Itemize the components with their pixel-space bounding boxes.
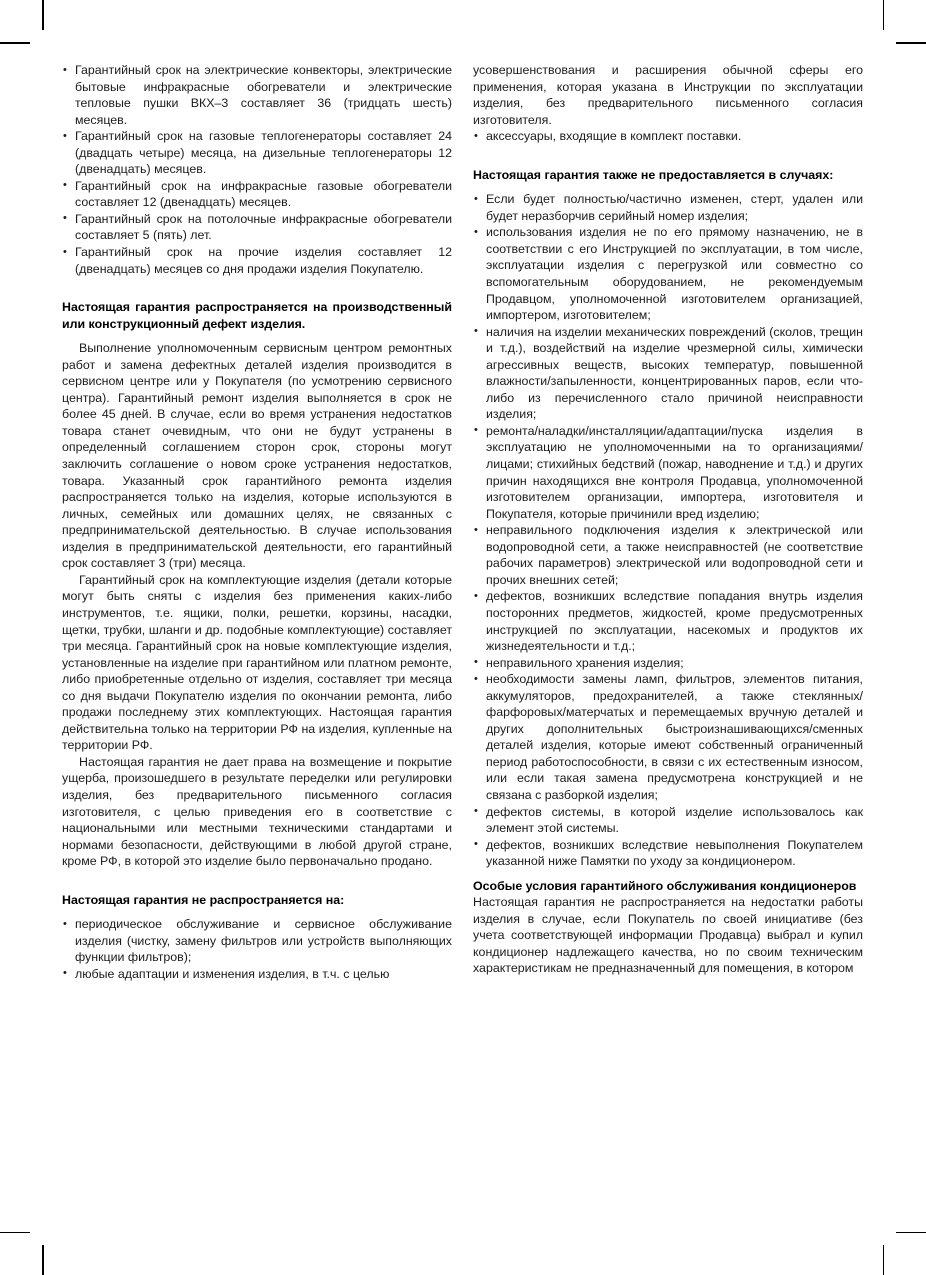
heading-exclusions: Настоящая гарантия не распространяется на: [62,892,345,907]
not-provided-list [473,191,863,869]
list-item: • Если будет полностью/частично изменен, стерт, удален или будет неразборчив серийный номер изделия; [473,191,863,224]
spacer [473,145,863,167]
crop-mark-top-right-vertical [883,0,885,30]
heading-coverage: Настоящая гарантия распространяется на производственный или конструкционный дефект изделия. [62,300,452,331]
accessories-list [473,128,863,145]
spacer [62,332,452,340]
crop-mark-bottom-right-horizontal [896,1232,926,1234]
paragraph-exclusions-continued: усовершенствования и расширения обычной сферы его применения, которая указана в Инструкции по эксплуатации изделия, без предварительного письменного согласия изготовителя. [473,63,863,127]
paragraph-damages-terms: Настоящая гарантия не дает права на возмещение и покрытие ущерба, произошедшего в результате переделки или регулировки изделия, без предварительного письменного согласия изготовителя, с целью приведения его в соответствие с национальными или местными техническими стандартами и нормами безопасности, действующими в любой другой стране, кроме РФ, в которой это изделие было первоначально продано. [62,754,452,869]
heading-special-conditions: Особые условия гарантийного обслуживания кондиционеров [473,878,857,893]
spacer [62,870,452,892]
list-item: • наличия на изделии механических повреждений (сколов, трещин и т.д.), воздействий на изделие чрезмерной силы, химически агрессивных веществ, высоких температур, повышенной влажности/запыленности, концентрированных паров, если что-либо из перечисленного стало причиной неисправности изделия; [473,324,863,423]
right-column [473,62,863,1222]
two-column-body [62,62,864,1222]
list-item: • необходимости замены ламп, фильтров, элементов питания, аккумуляторов, предохранителей, а также стеклянных/фарфоровых/матерчатых и перемещаемых вручную деталей и других дополнительных быстроизнашивающихся/сменных деталей изделия, которые имеют собственный ограниченный период работоспособности, в связи с их естественным износом, или если такая замена предусмотрена конструкцией и не связана с разборкой изделия; [473,671,863,803]
list-item: • периодическое обслуживание и сервисное обслуживание изделия (чистку, замену фильтров или устройств выполняющих функции фильтров); [62,916,452,966]
list-item: • дефектов, возникших вследствие попадания внутрь изделия посторонних предметов, жидкостей, кроме предусмотренных инструкцией по эксплуатации, насекомых и продуктов их жизнедеятельности и т.д.; [473,588,863,654]
spacer [473,183,863,191]
crop-mark-top-right-horizontal [896,42,926,44]
spacer [62,277,452,299]
paragraph-special-conditions: Настоящая гарантия не распространяется на недостатки работы изделия в случае, если Покупатель по своей инициативе (без учета соответствующей информации Продавца) выбрал и купил кондиционер надлежащего качества, но по своим техническим характеристикам не предназначенный для помещения, в котором [473,895,863,976]
list-item: • Гарантийный срок на инфракрасные газовые обогреватели составляет 12 (двенадцать) месяцев. [62,178,452,211]
list-item: • Гарантийный срок на электрические конвекторы, электрические бытовые инфракрасные обогреватели и электрические тепловые пушки ВКХ–3 составляет 36 (тридцать шесть) месяцев. [62,62,452,128]
list-item: • дефектов, возникших вследствие невыполнения Покупателем указанной ниже Памятки по уходу за кондиционером. [473,837,863,870]
list-item: • аксессуары, входящие в комплект поставки. [473,128,863,145]
spacer [473,870,863,878]
list-item: • ремонта/наладки/инсталляции/адаптации/пуска изделия в эксплуатацию не уполномоченными на то организациями/лицами; стихийных бедствий (пожар, наводнение и т.д.) и других причин находящихся вне контроля Продавца, уполномоченной изготовителем организации, импортера, изготовителя и Покупателя, которые причинили вред изделию; [473,423,863,522]
list-item: • использования изделия не по его прямому назначению, не в соответствии с его Инструкцией по эксплуатации, в том числе, эксплуатации изделия с перегрузкой или совместно со вспомогательным оборудованием, не рекомендуемым Продавцом, уполномоченной изготовителем организацией, импортером, изготовителем; [473,224,863,323]
crop-mark-bottom-right-vertical [883,1245,885,1275]
list-item: • Гарантийный срок на потолочные инфракрасные обогреватели составляет 5 (пять) лет. [62,211,452,244]
warranty-periods-list [62,62,452,277]
crop-mark-top-left-horizontal [0,42,30,44]
list-item: • Гарантийный срок на прочие изделия составляет 12 (двенадцать) месяцев со дня продажи изделия Покупателю. [62,244,452,277]
heading-not-provided: Настоящая гарантия также не предоставляется в случаях: [473,167,834,182]
paragraph-components-terms: Гарантийный срок на комплектующие изделия (детали которые могут быть сняты с изделия без применения каких-либо инструментов, т.е. ящики, полки, решетки, корзины, насадки, щетки, трубки, шланги и др. подобные комплектующие) составляет три месяца. Гарантийный срок на новые комплектующие изделия, установленные на изделие при гарантийном или платном ремонте, либо приобретенные отдельно от изделия, составляет три месяца со дня выдачи Покупателю изделия по окончании ремонта, либо продажи последнему этих комплектующих. Настоящая гарантия действительна только на территории РФ на изделия, купленные на территории РФ. [62,572,452,753]
list-item: • Гарантийный срок на газовые теплогенераторы составляет 24 (двадцать четыре) месяца, на дизельные теплогенераторы 12 (двенадцать) месяцев. [62,128,452,178]
spacer [62,908,452,916]
crop-mark-top-left-vertical [42,0,44,30]
list-item: • любые адаптации и изменения изделия, в т.ч. с целью [62,966,452,983]
paragraph-repair-terms: Выполнение уполномоченным сервисным центром ремонтных работ и замена дефектных деталей изделия производится в сервисном центре или у Покупателя (по усмотрению сервисного центра). Гарантийный ремонт изделия выполняется в срок не более 45 дней. В случае, если во время устранения недостатков товара станет очевидным, что они не будут устранены в определенный соглашением сторон срок, стороны могут заключить соглашение о новом сроке устранения недостатков, товара. Указанный срок гарантийного ремонта изделия распространяется только на изделия, которые используются в личных, семейных или домашних целях, не связанных с предпринимательской деятельностью. В случае использования изделия в предпринимательской деятельности, его гарантийный срок составляет 3 (три) месяца. [62,341,452,571]
crop-mark-bottom-left-horizontal [0,1232,30,1234]
list-item: • дефектов системы, в которой изделие использовалось как элемент этой системы. [473,804,863,837]
list-item: • неправильного хранения изделия; [473,655,863,672]
exclusions-list [62,916,452,982]
crop-mark-bottom-left-vertical [42,1245,44,1275]
left-column [62,62,452,1222]
list-item: • неправильного подключения изделия к электрической или водопроводной сети, а также неисправностей (не соответствие рабочих параметров) электрической или водопроводной сети и прочих внешних сетей; [473,522,863,588]
